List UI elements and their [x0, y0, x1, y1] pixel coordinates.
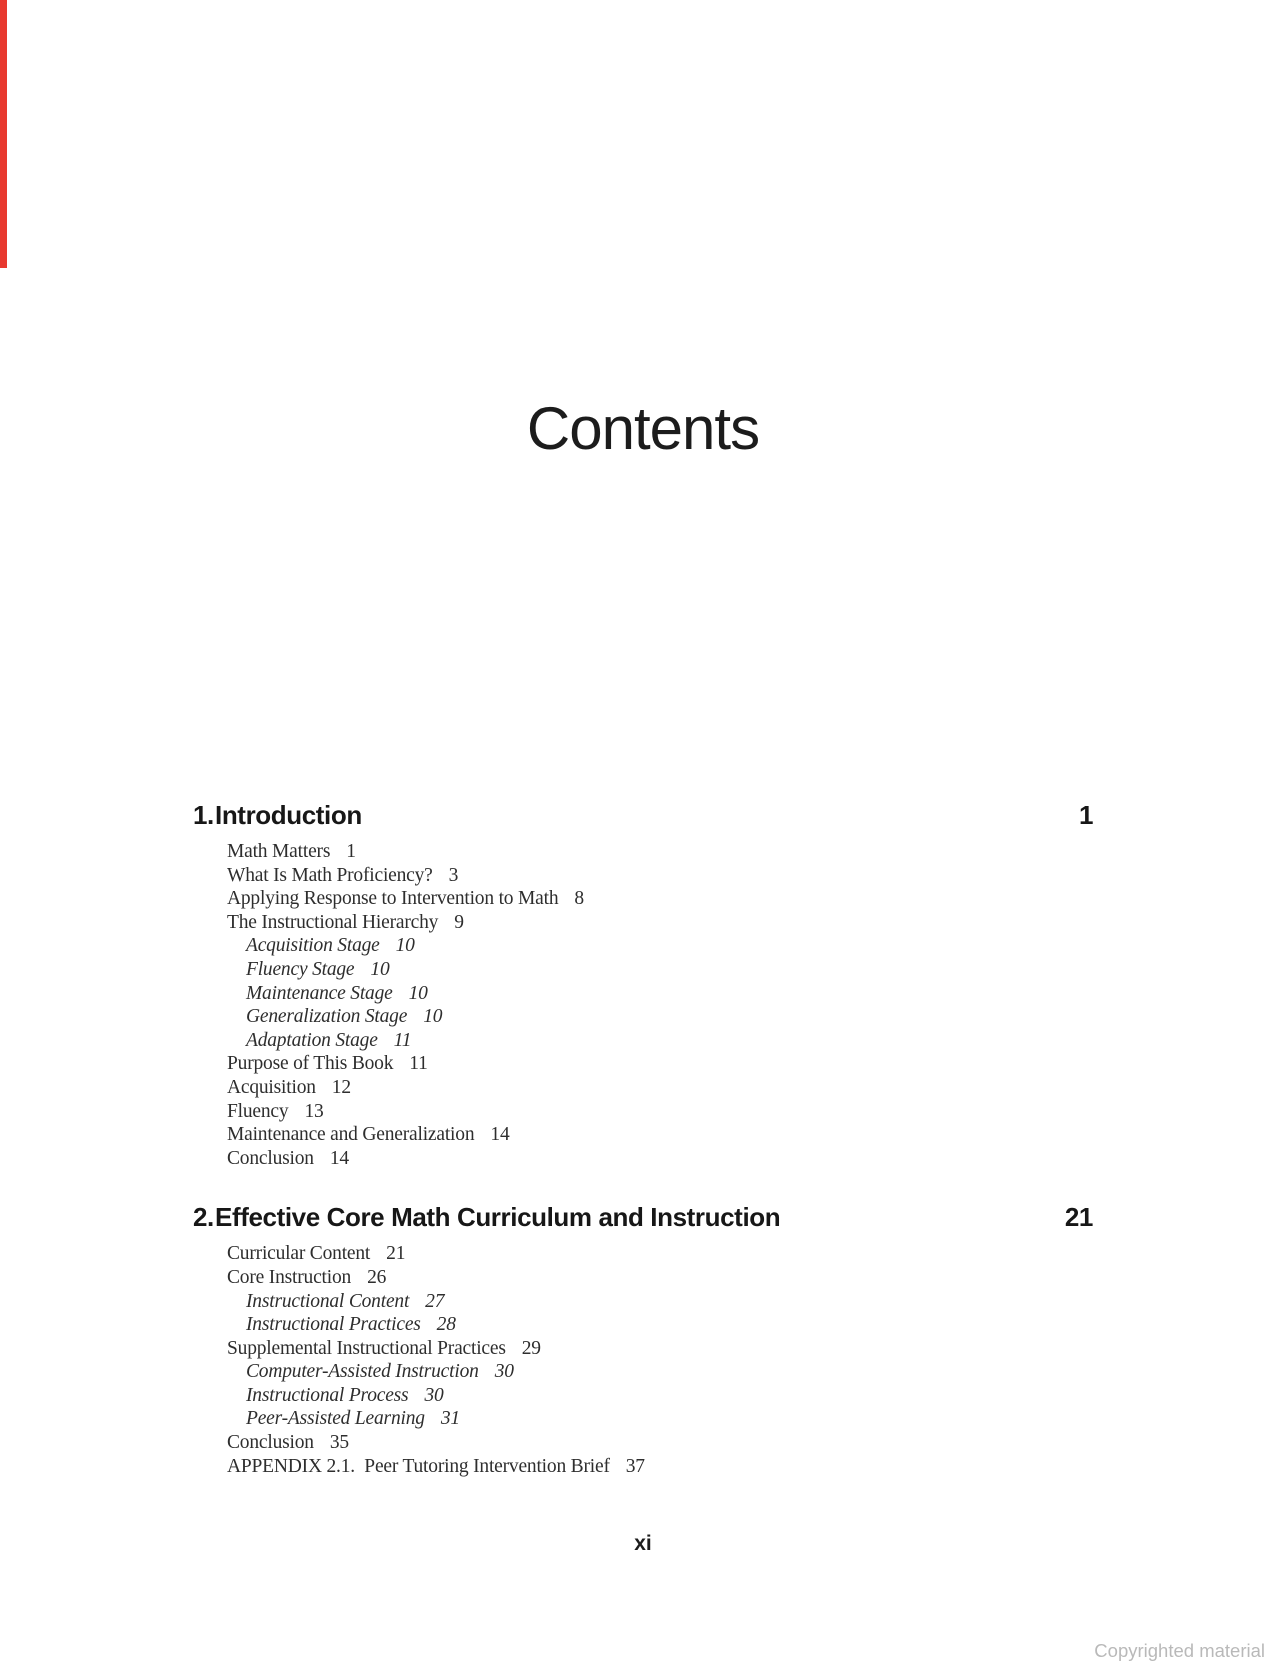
toc-entry-page-number: 28 [436, 1314, 456, 1336]
toc-entry [193, 958, 1093, 982]
toc-entry-label: Instructional Process [246, 1384, 409, 1406]
chapter-page-number: 1 [1078, 800, 1093, 830]
toc-chapter [193, 1202, 1093, 1478]
toc-entry [193, 1242, 1093, 1266]
toc-entry-page-number: 37 [625, 1455, 645, 1477]
left-edge-accent-bar [0, 0, 7, 268]
page-title: Contents [526, 395, 760, 462]
toc-chapter [193, 800, 1093, 1170]
toc-entry [193, 1123, 1093, 1147]
toc-entry-page-number: 11 [393, 1029, 412, 1051]
toc-entry-label: Adaptation Stage [246, 1029, 378, 1051]
toc-entry [193, 1029, 1093, 1053]
toc-entry-page-number: 31 [440, 1408, 460, 1430]
toc-entry-label: Instructional Content [246, 1290, 410, 1312]
toc-entry [193, 1147, 1093, 1171]
toc-entry-label: Curricular Content [227, 1243, 371, 1265]
toc-entry-page-number: 12 [331, 1076, 351, 1098]
toc-entry [193, 1076, 1093, 1100]
toc-entry-page-number: 29 [521, 1337, 541, 1359]
chapter-title: Effective Core Math Curriculum and Instruction [215, 1202, 781, 1233]
page-number-folio: xi [634, 1532, 652, 1555]
toc-entry [193, 1407, 1093, 1431]
toc-entry [193, 1384, 1093, 1408]
toc-entry-page-number: 10 [423, 1006, 443, 1028]
toc-entry-page-number: 10 [408, 982, 428, 1004]
toc-entry-page-number: 30 [494, 1361, 514, 1383]
toc-entry [193, 887, 1093, 911]
toc-entry-page-number: 11 [409, 1053, 428, 1075]
toc-entry-label: Computer-Assisted Instruction [246, 1361, 479, 1383]
toc-entry-label: Generalization Stage [246, 1006, 408, 1028]
toc-entry-page-number: 10 [370, 958, 390, 980]
toc-entry-page-number: 14 [490, 1124, 510, 1146]
toc-entry [193, 1005, 1093, 1029]
chapter-number: 2. [193, 1202, 214, 1233]
toc-entry-page-number: 21 [386, 1243, 406, 1265]
toc-entry [193, 1290, 1093, 1314]
toc-entry-label: Purpose of This Book [227, 1053, 394, 1075]
toc-entry-page-number: 35 [329, 1432, 349, 1454]
toc-entry-label: Supplemental Instructional Practices [227, 1337, 506, 1359]
toc-entry-label: Core Instruction [227, 1266, 352, 1288]
toc-entry-label: Acquisition Stage [246, 935, 380, 957]
toc-entry-label: Instructional Practices [246, 1314, 421, 1336]
toc-entry-page-number: 10 [395, 935, 415, 957]
toc-entry-label: Conclusion [227, 1432, 314, 1454]
toc-entry-page-number: 3 [448, 864, 459, 886]
toc-entry [193, 911, 1093, 935]
chapter-entries [193, 840, 1093, 1170]
toc-entry-label: Applying Response to Intervention to Math [227, 888, 559, 910]
chapter-entries [193, 1242, 1093, 1478]
toc-entry-label: Peer-Assisted Learning [246, 1408, 425, 1430]
toc-entry-page-number: 8 [574, 888, 584, 910]
toc-entry [193, 1052, 1093, 1076]
chapter-heading [193, 800, 1093, 830]
toc-entry [193, 982, 1093, 1006]
chapter-title: Introduction [215, 800, 362, 830]
toc-entry-label: Conclusion [227, 1147, 314, 1169]
toc-entry-label: Fluency [227, 1100, 289, 1122]
toc-entry [193, 1313, 1093, 1337]
table-of-contents [193, 800, 1093, 1478]
toc-entry-page-number: 13 [304, 1100, 324, 1122]
toc-entry [193, 934, 1093, 958]
toc-entry [193, 1431, 1093, 1455]
toc-entry-label: What Is Math Proficiency? [227, 864, 433, 886]
toc-entry [193, 1455, 1093, 1479]
toc-entry [193, 1266, 1093, 1290]
toc-entry-label: Math Matters [227, 841, 331, 862]
toc-entry-label: The Instructional Hierarchy [227, 911, 439, 933]
toc-entry-page-number: 30 [424, 1384, 444, 1406]
toc-entry-page-number: 9 [454, 911, 464, 933]
toc-entry-label: Fluency Stage [246, 958, 355, 980]
chapter-number: 1. [193, 800, 214, 830]
toc-entry-page-number: 26 [367, 1266, 387, 1288]
toc-entry-label: Maintenance Stage [246, 982, 393, 1004]
toc-entry [193, 864, 1093, 888]
toc-entry [193, 1360, 1093, 1384]
chapter-heading [193, 1202, 1093, 1232]
toc-entry [193, 1337, 1093, 1361]
toc-entry [193, 1100, 1093, 1124]
copyright-watermark: Copyrighted material [1094, 1640, 1265, 1661]
toc-entry-page-number: 1 [346, 841, 356, 862]
toc-entry-page-number: 27 [425, 1290, 445, 1312]
chapter-page-number: 21 [1064, 1202, 1093, 1233]
toc-entry-label: APPENDIX 2.1. Peer Tutoring Intervention Brief [227, 1455, 610, 1477]
toc-entry [193, 840, 1093, 864]
toc-entry-page-number: 14 [329, 1147, 349, 1169]
toc-entry-label: Maintenance and Generalization [227, 1124, 475, 1146]
toc-entry-label: Acquisition [227, 1076, 316, 1098]
